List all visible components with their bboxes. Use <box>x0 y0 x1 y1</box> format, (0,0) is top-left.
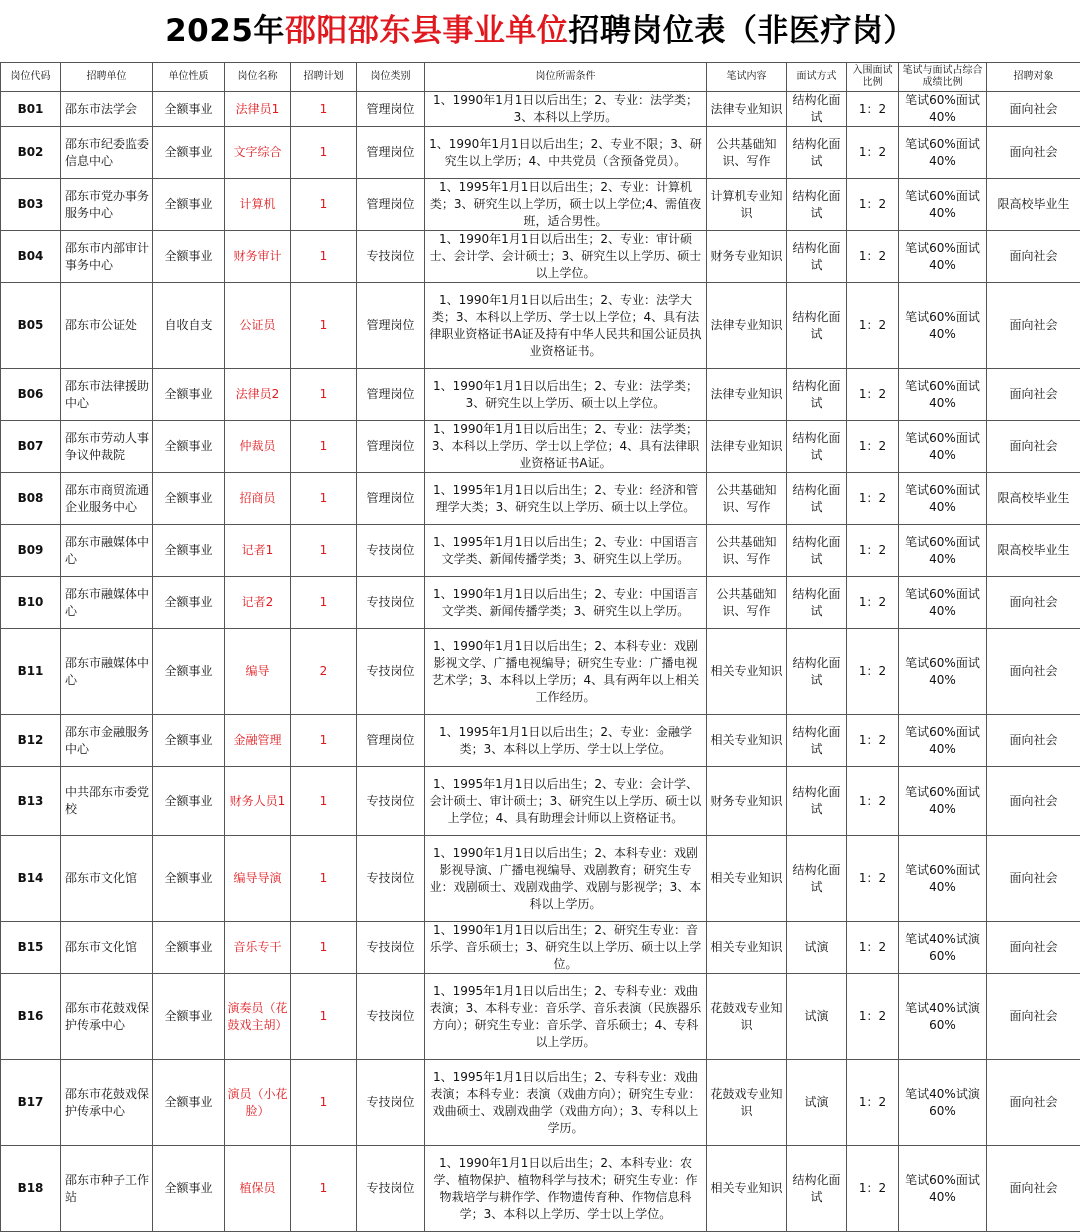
hiring-count-cell: 1 <box>291 283 357 369</box>
written-exam-content-cell: 花鼓戏专业知识 <box>707 974 787 1060</box>
unit-nature-cell: 全额事业 <box>153 92 225 127</box>
hiring-count-cell: 1 <box>291 577 357 629</box>
unit-nature-cell: 全额事业 <box>153 974 225 1060</box>
written-exam-content-cell: 相关专业知识 <box>707 836 787 922</box>
position-code-cell: B17 <box>1 1060 61 1146</box>
requirements-cell: 1、1995年1月1日以后出生；2、专业：经济和管理学大类；3、研究生以上学历、硕士以上学位。 <box>425 473 707 525</box>
page-title <box>0 0 1080 62</box>
header-cell: 面试方式 <box>787 63 847 92</box>
interview-ratio-cell: 1：2 <box>847 92 899 127</box>
employer-name-cell: 邵东市文化馆 <box>61 922 153 974</box>
table-row <box>1 179 1080 231</box>
written-exam-content-cell: 法律专业知识 <box>707 369 787 421</box>
score-weighting-cell: 笔试60%面试40% <box>899 629 987 715</box>
position-name-cell: 记者2 <box>225 577 291 629</box>
unit-nature-cell: 全额事业 <box>153 525 225 577</box>
score-weighting-cell: 笔试60%面试40% <box>899 283 987 369</box>
hiring-count-cell: 1 <box>291 525 357 577</box>
written-exam-content-cell: 相关专业知识 <box>707 1146 787 1232</box>
interview-method-cell: 试演 <box>787 922 847 974</box>
unit-nature-cell: 全额事业 <box>153 1146 225 1232</box>
employer-name-cell: 邵东市融媒体中心 <box>61 525 153 577</box>
interview-method-cell: 结构化面试 <box>787 231 847 283</box>
recruitment-target-cell: 面向社会 <box>987 231 1080 283</box>
unit-nature-cell: 全额事业 <box>153 127 225 179</box>
recruitment-target-cell: 面向社会 <box>987 974 1080 1060</box>
position-category-cell: 专技岗位 <box>357 767 425 836</box>
employer-name-cell: 邵东市法学会 <box>61 92 153 127</box>
interview-ratio-cell: 1：2 <box>847 974 899 1060</box>
hiring-count-cell: 1 <box>291 369 357 421</box>
interview-method-cell: 结构化面试 <box>787 283 847 369</box>
position-code-cell: B14 <box>1 836 61 922</box>
written-exam-content-cell: 公共基础知识、写作 <box>707 473 787 525</box>
position-category-cell: 专技岗位 <box>357 629 425 715</box>
employer-name-cell: 邵东市融媒体中心 <box>61 577 153 629</box>
position-code-cell: B03 <box>1 179 61 231</box>
table-row <box>1 577 1080 629</box>
header-cell: 招聘单位 <box>61 63 153 92</box>
requirements-cell: 1、1990年1月1日以后出生；2、本科专业：戏剧影视导演、广播电视编导、戏剧教育；研究生专业：戏剧硕士、戏剧戏曲学、戏剧与影视学；3、本科以上学历。 <box>425 836 707 922</box>
employer-name-cell: 邵东市花鼓戏保护传承中心 <box>61 1060 153 1146</box>
employer-name-cell: 邵东市公证处 <box>61 283 153 369</box>
position-name-cell: 金融管理 <box>225 715 291 767</box>
interview-method-cell: 结构化面试 <box>787 715 847 767</box>
position-category-cell: 专技岗位 <box>357 1060 425 1146</box>
score-weighting-cell: 笔试60%面试40% <box>899 92 987 127</box>
written-exam-content-cell: 计算机专业知识 <box>707 179 787 231</box>
score-weighting-cell: 笔试60%面试40% <box>899 421 987 473</box>
interview-ratio-cell: 1：2 <box>847 715 899 767</box>
table-row <box>1 473 1080 525</box>
requirements-cell: 1、1995年1月1日以后出生；2、专业：中国语言文学类、新闻传播学类；3、研究生以上学历。 <box>425 525 707 577</box>
position-category-cell: 管理岗位 <box>357 179 425 231</box>
written-exam-content-cell: 公共基础知识、写作 <box>707 525 787 577</box>
employer-name-cell: 邵东市种子工作站 <box>61 1146 153 1232</box>
requirements-cell: 1、1990年1月1日以后出生；2、专业：法学类；3、本科以上学历。 <box>425 92 707 127</box>
recruitment-target-cell: 限高校毕业生 <box>987 473 1080 525</box>
interview-method-cell: 结构化面试 <box>787 1146 847 1232</box>
interview-method-cell: 结构化面试 <box>787 421 847 473</box>
interview-ratio-cell: 1：2 <box>847 525 899 577</box>
position-category-cell: 管理岗位 <box>357 369 425 421</box>
header-row <box>1 63 1080 92</box>
score-weighting-cell: 笔试60%面试40% <box>899 577 987 629</box>
position-category-cell: 管理岗位 <box>357 92 425 127</box>
employer-name-cell: 邵东市金融服务中心 <box>61 715 153 767</box>
hiring-count-cell: 1 <box>291 922 357 974</box>
requirements-cell: 1、1990年1月1日以后出生；2、专业：法学类；3、本科以上学历、学士以上学位；4、具有法律职业资格证书A证。 <box>425 421 707 473</box>
recruitment-target-cell: 面向社会 <box>987 629 1080 715</box>
requirements-cell: 1、1990年1月1日以后出生；2、研究生专业：音乐学、音乐硕士；3、研究生以上学历、硕士以上学位。 <box>425 922 707 974</box>
hiring-count-cell: 1 <box>291 1146 357 1232</box>
position-category-cell: 专技岗位 <box>357 1146 425 1232</box>
unit-nature-cell: 全额事业 <box>153 715 225 767</box>
position-name-cell: 编导导演 <box>225 836 291 922</box>
written-exam-content-cell: 公共基础知识、写作 <box>707 577 787 629</box>
interview-ratio-cell: 1：2 <box>847 577 899 629</box>
interview-ratio-cell: 1：2 <box>847 369 899 421</box>
table-row <box>1 283 1080 369</box>
header-cell: 笔试内容 <box>707 63 787 92</box>
written-exam-content-cell: 财务专业知识 <box>707 231 787 283</box>
interview-method-cell: 结构化面试 <box>787 629 847 715</box>
requirements-cell: 1、1995年1月1日以后出生；2、专科专业：戏曲表演；本科专业：表演（戏曲方向）；研究生专业：戏曲硕士、戏剧戏曲学（戏曲方向）；3、专科以上学历。 <box>425 1060 707 1146</box>
requirements-cell: 1、1990年1月1日以后出生；2、本科专业：农学、植物保护、植物科学与技术；研究生专业：作物栽培学与耕作学、作物遗传育种、作物信息科学；3、本科以上学历、学士以上学位。 <box>425 1146 707 1232</box>
requirements-cell: 1、1990年1月1日以后出生；2、专业：法学大类；3、本科以上学历、学士以上学位；4、具有法律职业资格证书A证及持有中华人民共和国公证员执业资格证书。 <box>425 283 707 369</box>
interview-method-cell: 结构化面试 <box>787 525 847 577</box>
position-code-cell: B01 <box>1 92 61 127</box>
header-cell: 单位性质 <box>153 63 225 92</box>
employer-name-cell: 邵东市劳动人事争议仲裁院 <box>61 421 153 473</box>
table-row <box>1 1146 1080 1232</box>
position-name-cell: 财务审计 <box>225 231 291 283</box>
position-category-cell: 专技岗位 <box>357 525 425 577</box>
position-name-cell: 文字综合 <box>225 127 291 179</box>
interview-ratio-cell: 1：2 <box>847 836 899 922</box>
table-row <box>1 922 1080 974</box>
recruitment-target-cell: 面向社会 <box>987 767 1080 836</box>
employer-name-cell: 邵东市花鼓戏保护传承中心 <box>61 974 153 1060</box>
position-code-cell: B16 <box>1 974 61 1060</box>
recruitment-target-cell: 面向社会 <box>987 1146 1080 1232</box>
header-cell: 招聘计划 <box>291 63 357 92</box>
written-exam-content-cell: 花鼓戏专业知识 <box>707 1060 787 1146</box>
table-row <box>1 629 1080 715</box>
score-weighting-cell: 笔试60%面试40% <box>899 525 987 577</box>
hiring-count-cell: 2 <box>291 629 357 715</box>
position-category-cell: 专技岗位 <box>357 922 425 974</box>
interview-ratio-cell: 1：2 <box>847 1146 899 1232</box>
position-code-cell: B13 <box>1 767 61 836</box>
interview-ratio-cell: 1：2 <box>847 231 899 283</box>
interview-method-cell: 结构化面试 <box>787 179 847 231</box>
hiring-count-cell: 1 <box>291 127 357 179</box>
score-weighting-cell: 笔试40%试演60% <box>899 1060 987 1146</box>
position-category-cell: 管理岗位 <box>357 473 425 525</box>
position-code-cell: B02 <box>1 127 61 179</box>
recruitment-target-cell: 面向社会 <box>987 92 1080 127</box>
header-cell: 岗位所需条件 <box>425 63 707 92</box>
requirements-cell: 1、1990年1月1日以后出生；2、本科专业：戏剧影视文学、广播电视编导；研究生专业：广播电视艺术学；3、本科以上学历；4、具有两年以上相关工作经历。 <box>425 629 707 715</box>
hiring-count-cell: 1 <box>291 767 357 836</box>
position-category-cell: 专技岗位 <box>357 577 425 629</box>
unit-nature-cell: 自收自支 <box>153 283 225 369</box>
hiring-count-cell: 1 <box>291 92 357 127</box>
position-code-cell: B05 <box>1 283 61 369</box>
header-cell: 入围面试比例 <box>847 63 899 92</box>
position-code-cell: B09 <box>1 525 61 577</box>
position-code-cell: B10 <box>1 577 61 629</box>
written-exam-content-cell: 相关专业知识 <box>707 922 787 974</box>
position-name-cell: 仲裁员 <box>225 421 291 473</box>
written-exam-content-cell: 法律专业知识 <box>707 421 787 473</box>
requirements-cell: 1、1990年1月1日以后出生；2、专业：中国语言文学类、新闻传播学类；3、研究生以上学历。 <box>425 577 707 629</box>
requirements-cell: 1、1990年1月1日以后出生；2、专业不限；3、研究生以上学历；4、中共党员（含预备党员）。 <box>425 127 707 179</box>
table-row <box>1 421 1080 473</box>
position-name-cell: 计算机 <box>225 179 291 231</box>
interview-ratio-cell: 1：2 <box>847 473 899 525</box>
position-code-cell: B12 <box>1 715 61 767</box>
score-weighting-cell: 笔试40%试演60% <box>899 974 987 1060</box>
table-row <box>1 127 1080 179</box>
written-exam-content-cell: 相关专业知识 <box>707 629 787 715</box>
hiring-count-cell: 1 <box>291 715 357 767</box>
interview-method-cell: 试演 <box>787 1060 847 1146</box>
position-code-cell: B04 <box>1 231 61 283</box>
score-weighting-cell: 笔试60%面试40% <box>899 473 987 525</box>
header-cell: 招聘对象 <box>987 63 1080 92</box>
table-row <box>1 92 1080 127</box>
position-name-cell: 演员（小花脸） <box>225 1060 291 1146</box>
recruitment-target-cell: 面向社会 <box>987 421 1080 473</box>
hiring-count-cell: 1 <box>291 473 357 525</box>
interview-ratio-cell: 1：2 <box>847 629 899 715</box>
interview-method-cell: 结构化面试 <box>787 473 847 525</box>
position-name-cell: 编导 <box>225 629 291 715</box>
hiring-count-cell: 1 <box>291 1060 357 1146</box>
table-row <box>1 1060 1080 1146</box>
score-weighting-cell: 笔试60%面试40% <box>899 767 987 836</box>
unit-nature-cell: 全额事业 <box>153 836 225 922</box>
unit-nature-cell: 全额事业 <box>153 1060 225 1146</box>
requirements-cell: 1、1995年1月1日以后出生；2、专科专业：戏曲表演；3、本科专业：音乐学、音乐表演（民族器乐方向）；研究生专业：音乐学、音乐硕士；4、专科以上学历。 <box>425 974 707 1060</box>
employer-name-cell: 邵东市纪委监委信息中心 <box>61 127 153 179</box>
position-name-cell: 财务人员1 <box>225 767 291 836</box>
requirements-cell: 1、1990年1月1日以后出生；2、专业：审计硕士、会计学、会计硕士；3、研究生以上学历、硕士以上学位。 <box>425 231 707 283</box>
title-place: 邵阳邵东县事业单位 <box>285 13 569 49</box>
position-code-cell: B08 <box>1 473 61 525</box>
score-weighting-cell: 笔试60%面试40% <box>899 836 987 922</box>
score-weighting-cell: 笔试60%面试40% <box>899 179 987 231</box>
position-category-cell: 管理岗位 <box>357 715 425 767</box>
score-weighting-cell: 笔试60%面试40% <box>899 369 987 421</box>
requirements-cell: 1、1995年1月1日以后出生；2、专业：金融学类；3、本科以上学历、学士以上学位。 <box>425 715 707 767</box>
title-rest: 招聘岗位表（非医疗岗） <box>568 13 915 49</box>
interview-method-cell: 试演 <box>787 974 847 1060</box>
recruitment-target-cell: 面向社会 <box>987 836 1080 922</box>
employer-name-cell: 中共邵东市委党校 <box>61 767 153 836</box>
position-name-cell: 演奏员（花鼓戏主胡） <box>225 974 291 1060</box>
unit-nature-cell: 全额事业 <box>153 231 225 283</box>
score-weighting-cell: 笔试60%面试40% <box>899 127 987 179</box>
written-exam-content-cell: 公共基础知识、写作 <box>707 127 787 179</box>
position-name-cell: 招商员 <box>225 473 291 525</box>
employer-name-cell: 邵东市党办事务服务中心 <box>61 179 153 231</box>
position-name-cell: 法律员1 <box>225 92 291 127</box>
header-cell: 岗位名称 <box>225 63 291 92</box>
title-year: 2025年 <box>165 13 285 49</box>
score-weighting-cell: 笔试40%试演60% <box>899 922 987 974</box>
position-name-cell: 法律员2 <box>225 369 291 421</box>
position-name-cell: 音乐专干 <box>225 922 291 974</box>
table-row <box>1 525 1080 577</box>
employer-name-cell: 邵东市文化馆 <box>61 836 153 922</box>
position-code-cell: B07 <box>1 421 61 473</box>
table-row <box>1 715 1080 767</box>
header-cell: 岗位类别 <box>357 63 425 92</box>
position-category-cell: 管理岗位 <box>357 283 425 369</box>
header-cell: 笔试与面试占综合成绩比例 <box>899 63 987 92</box>
interview-ratio-cell: 1：2 <box>847 922 899 974</box>
table-row <box>1 836 1080 922</box>
interview-ratio-cell: 1：2 <box>847 179 899 231</box>
requirements-cell: 1、1990年1月1日以后出生；2、专业：法学类；3、研究生以上学历、硕士以上学位。 <box>425 369 707 421</box>
position-name-cell: 记者1 <box>225 525 291 577</box>
score-weighting-cell: 笔试60%面试40% <box>899 715 987 767</box>
position-code-cell: B11 <box>1 629 61 715</box>
interview-method-cell: 结构化面试 <box>787 369 847 421</box>
recruitment-target-cell: 面向社会 <box>987 1060 1080 1146</box>
recruitment-target-cell: 面向社会 <box>987 922 1080 974</box>
hiring-count-cell: 1 <box>291 836 357 922</box>
position-category-cell: 管理岗位 <box>357 127 425 179</box>
unit-nature-cell: 全额事业 <box>153 369 225 421</box>
interview-ratio-cell: 1：2 <box>847 283 899 369</box>
unit-nature-cell: 全额事业 <box>153 922 225 974</box>
interview-ratio-cell: 1：2 <box>847 1060 899 1146</box>
unit-nature-cell: 全额事业 <box>153 767 225 836</box>
hiring-count-cell: 1 <box>291 421 357 473</box>
hiring-count-cell: 1 <box>291 974 357 1060</box>
interview-method-cell: 结构化面试 <box>787 836 847 922</box>
recruitment-target-cell: 限高校毕业生 <box>987 525 1080 577</box>
position-category-cell: 专技岗位 <box>357 231 425 283</box>
recruitment-target-cell: 面向社会 <box>987 283 1080 369</box>
table-row <box>1 974 1080 1060</box>
interview-method-cell: 结构化面试 <box>787 577 847 629</box>
table-row <box>1 231 1080 283</box>
position-category-cell: 专技岗位 <box>357 836 425 922</box>
hiring-count-cell: 1 <box>291 179 357 231</box>
interview-ratio-cell: 1：2 <box>847 127 899 179</box>
recruitment-target-cell: 面向社会 <box>987 369 1080 421</box>
written-exam-content-cell: 相关专业知识 <box>707 715 787 767</box>
recruitment-target-cell: 面向社会 <box>987 577 1080 629</box>
recruitment-target-cell: 限高校毕业生 <box>987 179 1080 231</box>
interview-method-cell: 结构化面试 <box>787 92 847 127</box>
position-code-cell: B18 <box>1 1146 61 1232</box>
recruitment-target-cell: 面向社会 <box>987 715 1080 767</box>
position-code-cell: B06 <box>1 369 61 421</box>
unit-nature-cell: 全额事业 <box>153 473 225 525</box>
employer-name-cell: 邵东市法律援助中心 <box>61 369 153 421</box>
employer-name-cell: 邵东市商贸流通企业服务中心 <box>61 473 153 525</box>
employer-name-cell: 邵东市融媒体中心 <box>61 629 153 715</box>
unit-nature-cell: 全额事业 <box>153 577 225 629</box>
position-category-cell: 专技岗位 <box>357 974 425 1060</box>
requirements-cell: 1、1995年1月1日以后出生；2、专业：计算机类；3、研究生以上学历，硕士以上学位;4、需值夜班，适合男性。 <box>425 179 707 231</box>
written-exam-content-cell: 法律专业知识 <box>707 92 787 127</box>
header-cell: 岗位代码 <box>1 63 61 92</box>
unit-nature-cell: 全额事业 <box>153 179 225 231</box>
written-exam-content-cell: 法律专业知识 <box>707 283 787 369</box>
position-code-cell: B15 <box>1 922 61 974</box>
written-exam-content-cell: 财务专业知识 <box>707 767 787 836</box>
hiring-count-cell: 1 <box>291 231 357 283</box>
employer-name-cell: 邵东市内部审计事务中心 <box>61 231 153 283</box>
score-weighting-cell: 笔试60%面试40% <box>899 231 987 283</box>
position-name-cell: 植保员 <box>225 1146 291 1232</box>
interview-ratio-cell: 1：2 <box>847 421 899 473</box>
recruitment-target-cell: 面向社会 <box>987 127 1080 179</box>
table-row <box>1 369 1080 421</box>
requirements-cell: 1、1995年1月1日以后出生；2、专业：会计学、会计硕士、审计硕士；3、研究生以上学历、硕士以上学位；4、具有助理会计师以上资格证书。 <box>425 767 707 836</box>
interview-ratio-cell: 1：2 <box>847 767 899 836</box>
unit-nature-cell: 全额事业 <box>153 421 225 473</box>
unit-nature-cell: 全额事业 <box>153 629 225 715</box>
interview-method-cell: 结构化面试 <box>787 767 847 836</box>
position-name-cell: 公证员 <box>225 283 291 369</box>
score-weighting-cell: 笔试60%面试40% <box>899 1146 987 1232</box>
table-row <box>1 767 1080 836</box>
position-category-cell: 管理岗位 <box>357 421 425 473</box>
interview-method-cell: 结构化面试 <box>787 127 847 179</box>
recruitment-table <box>0 62 1080 1232</box>
